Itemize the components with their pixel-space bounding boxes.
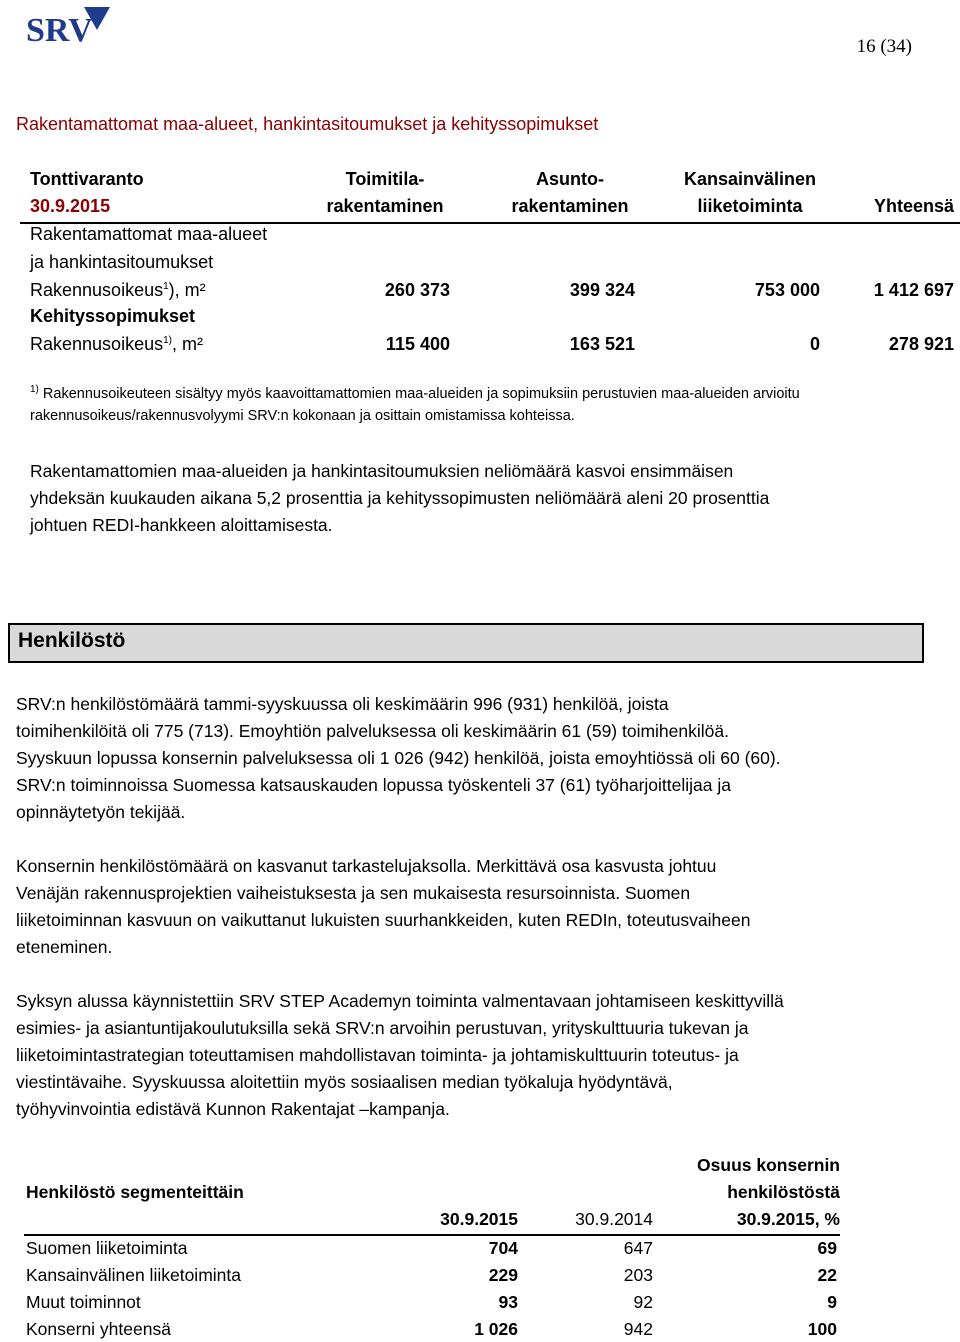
row-label-2: Rakennusoikeus$^{1)}$, m² bbox=[30, 334, 203, 354]
cell-r1-international: 753 000 bbox=[754, 280, 820, 300]
table-cell-share: 69 bbox=[817, 1238, 837, 1258]
table-cell-2014: 203 bbox=[623, 1265, 653, 1285]
col-header-share-3: 30.9.2015, % bbox=[736, 1209, 840, 1229]
group-label-1a: Rakentamattomat maa-alueet bbox=[30, 224, 268, 244]
group-label-2: Kehityssopimukset bbox=[30, 306, 196, 326]
cell-r1-housing: 399 324 bbox=[569, 280, 635, 300]
section-title: Rakentamattomat maa-alueet, hankintasitoumukset ja kehityssopimukset bbox=[16, 114, 599, 134]
col-header-share-2: henkilöstöstä bbox=[727, 1182, 840, 1202]
table-date: 30.9.2015 bbox=[30, 196, 111, 216]
row-label-1: Rakennusoikeus$^1$), m² bbox=[30, 280, 206, 300]
table-cell-2015: 93 bbox=[498, 1292, 518, 1312]
footnote-line-1: $^{1)}$ Rakennusoikeuteen sisältyy myös kaavoittamattomien maa-alueiden ja sopimuksiin perustuvien maa-alueiden arvioitu bbox=[30, 384, 800, 402]
cell-r2-international: 0 bbox=[809, 334, 820, 354]
col-header-total: Yhteensä bbox=[873, 196, 954, 216]
table-cell-share: 9 bbox=[827, 1292, 837, 1312]
col-header-international-1: Kansainvälinen bbox=[683, 169, 817, 189]
page-number: 16 (34) bbox=[856, 36, 912, 57]
section-heading: Henkilöstö bbox=[18, 629, 126, 652]
table-corner-label: Tonttivaranto bbox=[30, 169, 144, 189]
col-header-commercial-2: rakentaminen bbox=[326, 196, 444, 216]
cell-r2-housing: 163 521 bbox=[569, 334, 635, 354]
section-heading-box bbox=[8, 623, 924, 663]
table-cell-2014: 942 bbox=[623, 1319, 653, 1339]
footnote-line-2: rakennusoikeus/rakennusvolyymi SRV:n kokonaan ja osittain omistamissa kohteissa. bbox=[30, 408, 575, 424]
table-row-label: Konserni yhteensä bbox=[26, 1319, 171, 1339]
cell-r1-commercial: 260 373 bbox=[384, 280, 450, 300]
cell-r2-total: 278 921 bbox=[888, 334, 954, 354]
table-cell-2015: 229 bbox=[488, 1265, 518, 1285]
logo-text: SRV bbox=[26, 12, 93, 48]
col-header-2015: 30.9.2015 bbox=[440, 1209, 518, 1229]
table-cell-2014: 647 bbox=[623, 1238, 653, 1258]
col-header-international-2: liiketoiminta bbox=[697, 196, 803, 216]
col-header-share-1: Osuus konsernin bbox=[697, 1155, 840, 1175]
group-label-1b: ja hankintasitoumukset bbox=[30, 252, 214, 272]
table-cell-2014: 92 bbox=[633, 1292, 653, 1312]
table-row-label: Suomen liiketoiminta bbox=[26, 1238, 188, 1258]
srv-logo bbox=[24, 4, 112, 48]
personnel-paragraph-2: Konsernin henkilöstömäärä on kasvanut tarkastelujaksolla. Merkittävä osa kasvusta johtuu Venäjän rakennusprojektien vaiheistuksesta ja sen mukaisesta resursoinnista. Suomen liiketoiminnan kasvuun on vaikuttanut lukuisten suurhankkeiden, kuten REDIn, toteutusvaiheen eteneminen. bbox=[16, 856, 751, 957]
personnel-paragraph-3: Syksyn alussa käynnistettiin SRV STEP Academyn toiminta valmentavaan johtamiseen keskittyvillä esimies- ja asiantuntijakoulutuksilla sekä SRV:n arvoihin perustuvan, yrityskulttuuria tukevan ja liiketoimintastrategian toteuttamisen mahdollistavan toiminta- ja johtamiskulttuurin toteutus- ja viestintävaihe. Syyskuussa aloitettiin myös sosiaalisen median työkaluja hyödyntävä, työhyvinvointia edistävä Kunnon Rakentajat –kampanja. bbox=[16, 991, 784, 1119]
segment-table-title: Henkilöstö segmenteittäin bbox=[26, 1182, 244, 1202]
land-paragraph: Rakentamattomien maa-alueiden ja hankintasitoumuksien neliömäärä kasvoi ensimmäisen yhdeksän kuukauden aikana 5,2 prosenttia ja kehityssopimusten neliömäärä aleni 20 prosenttia johtuen REDI-hankkeen aloittamisesta. bbox=[30, 461, 770, 535]
table-cell-2015: 704 bbox=[488, 1238, 518, 1258]
table-cell-share: 22 bbox=[817, 1265, 837, 1285]
cell-r2-commercial: 115 400 bbox=[385, 334, 450, 354]
table-cell-share: 100 bbox=[807, 1319, 837, 1339]
col-header-2014: 30.9.2014 bbox=[575, 1209, 653, 1229]
personnel-paragraph-1: SRV:n henkilöstömäärä tammi-syyskuussa oli keskimäärin 996 (931) henkilöä, joista toimihenkilöitä oli 775 (713). Emoyhtiön palveluksessa oli keskimäärin 61 (59) toimihenkilöä. Syyskuun lopussa konsernin palveluksessa oli 1 026 (942) henkilöä, joista emoyhtiössä oli 60 (60). SRV:n toiminnoissa Suomessa katsauskauden lopussa työskenteli 37 (61) työharjoittelijaa ja opinnäytetyön tekijää. bbox=[16, 694, 781, 822]
cell-r1-total: 1 412 697 bbox=[873, 280, 954, 300]
segment-table-rule bbox=[24, 1234, 840, 1236]
col-header-housing-1: Asunto- bbox=[536, 169, 604, 189]
table-row-label: Muut toiminnot bbox=[26, 1292, 141, 1312]
col-header-housing-2: rakentaminen bbox=[511, 196, 629, 216]
table-cell-2015: 1 026 bbox=[474, 1319, 518, 1339]
table-row-label: Kansainvälinen liiketoiminta bbox=[26, 1265, 241, 1285]
col-header-commercial-1: Toimitila- bbox=[345, 169, 425, 189]
